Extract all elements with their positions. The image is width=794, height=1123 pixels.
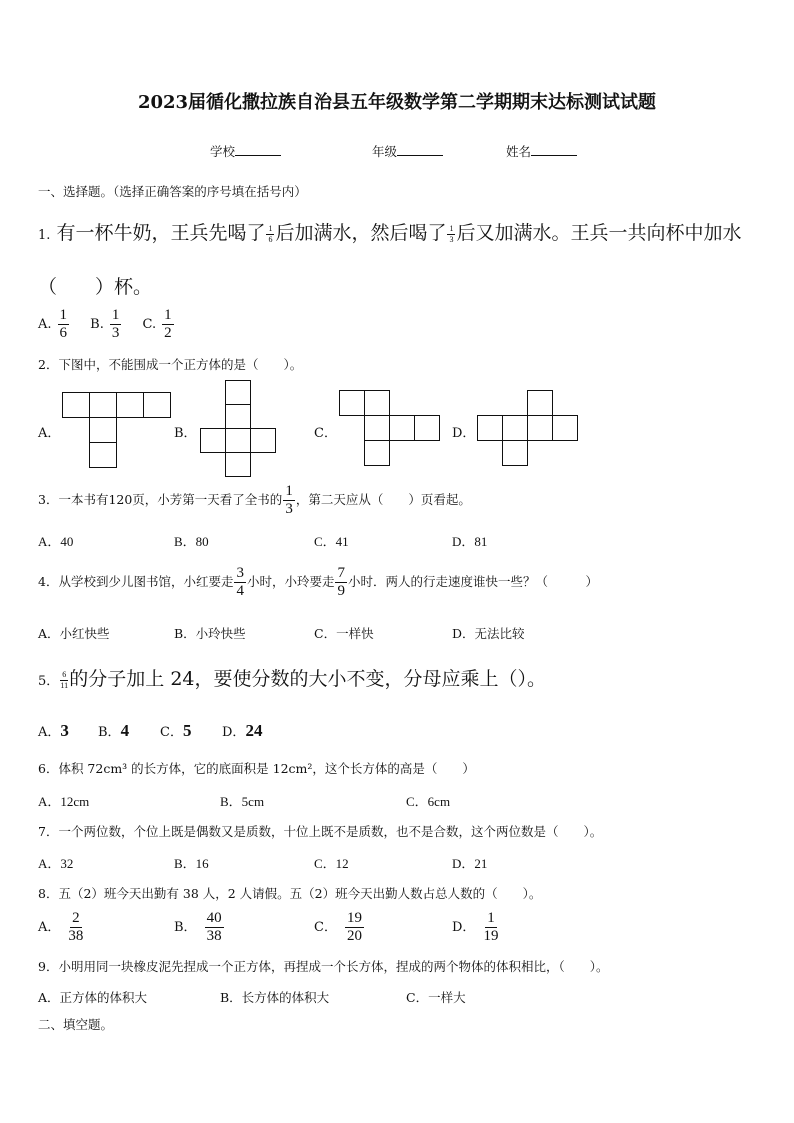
q5-text: 的分子加上 24，要使分数的大小不变，分母应乘上（）。	[69, 668, 546, 690]
q8-option-c[interactable]: C． $\frac{19}{20}$	[314, 910, 362, 944]
q7-option-d[interactable]: D．21	[452, 856, 488, 871]
name-blank[interactable]	[531, 143, 577, 156]
cube-net-a[interactable]	[62, 392, 172, 468]
q3-option-c[interactable]: C．41	[314, 534, 349, 549]
section-fill-heading: 二、填空题。	[38, 1017, 114, 1032]
q6-option-a[interactable]: A．12cm	[38, 794, 90, 809]
grade-blank[interactable]	[397, 143, 443, 156]
q4-text-2: 小时，小玲要走	[246, 574, 335, 589]
q4-option-a[interactable]: A．小红快些	[38, 626, 110, 641]
q5-option-d[interactable]: D．24	[222, 721, 263, 740]
q8-option-d[interactable]: D． $\frac{1}{19}$	[452, 910, 499, 944]
question-4	[38, 566, 598, 599]
q3-text-1: 3．一本书有120页，小芳第一天看了全书的	[38, 492, 283, 507]
question-6: 6．体积 72cm³ 的长方体，它的底面积是 12cm²，这个长方体的高是（ ）	[38, 761, 475, 776]
q7-option-a[interactable]: A．32	[38, 856, 74, 871]
q8-option-b[interactable]: B． $\frac{40}{38}$	[174, 910, 222, 944]
q4-text-3: 小时．两人的行走速度谁快一些？（ ）	[347, 574, 598, 589]
grade-label: 年级	[372, 144, 398, 159]
q1-text-2: 后加满水，然后喝了	[275, 222, 447, 244]
name-label: 姓名	[506, 144, 532, 159]
grade-field[interactable]	[372, 142, 443, 160]
q6-option-c[interactable]: C．6cm	[406, 794, 451, 809]
q8-option-a[interactable]: A． $\frac{2}{38}$	[38, 910, 84, 944]
q3-option-b[interactable]: B．80	[174, 534, 209, 549]
q2-option-d-label[interactable]: D．	[452, 426, 476, 441]
q1-option-c[interactable]: C. $\frac{1}{2}$	[142, 307, 172, 341]
q2-option-b-label[interactable]: B．	[174, 426, 197, 441]
q1-option-a[interactable]: A. $\frac{1}{6}$	[38, 307, 68, 341]
cube-net-d[interactable]	[477, 390, 579, 470]
q4-text-1: 4．从学校到少儿图书馆，小红要走	[38, 574, 234, 589]
q9-option-c[interactable]: C．一样大	[406, 990, 466, 1005]
q5-option-b[interactable]: B．4	[98, 721, 130, 740]
q4-fraction-1: $\frac{3}{4}$	[236, 565, 244, 599]
q1-fraction-2: $\frac{1}{3}$	[449, 223, 454, 244]
q1-number: 1.	[38, 228, 51, 243]
q1-text-3: 后又加满水。王兵一共向杯中加水	[456, 222, 742, 244]
q5-option-a[interactable]: A．3	[38, 721, 69, 740]
question-1	[38, 218, 742, 245]
q4-option-d[interactable]: D．无法比较	[452, 626, 525, 641]
q1-fraction-1: $\frac{1}{6}$	[268, 223, 273, 244]
q4-fraction-2: $\frac{7}{9}$	[337, 565, 345, 599]
cube-net-b[interactable]	[200, 380, 278, 478]
question-7: 7．一个两位数，个位上既是偶数又是质数，十位上既不是质数，也不是合数，这个两位数是（ ）。	[38, 824, 603, 839]
q2-option-c-label[interactable]: C．	[314, 426, 337, 441]
q1-line-2: （ ）杯。	[38, 276, 153, 298]
q7-option-c[interactable]: C．12	[314, 856, 349, 871]
q4-option-c[interactable]: C．一样快	[314, 626, 374, 641]
q3-option-d[interactable]: D．81	[452, 534, 488, 549]
name-field[interactable]	[506, 142, 577, 160]
q4-option-b[interactable]: B．小玲快些	[174, 626, 246, 641]
question-3	[38, 484, 471, 517]
question-5	[38, 664, 546, 691]
q2-option-a-label[interactable]: A．	[38, 426, 61, 441]
page-title: 2023届循化撒拉族自治县五年级数学第二学期期末达标测试试题	[137, 92, 657, 113]
question-8: 8．五（2）班今天出勤有 38 人，2 人请假。五（2）班今天出勤人数占总人数的（ ）。	[38, 886, 542, 901]
q6-option-b[interactable]: B．5cm	[220, 794, 265, 809]
q1-option-b[interactable]: B. $\frac{1}{3}$	[90, 307, 120, 341]
q1-text-1: 有一杯牛奶，王兵先喝了	[56, 222, 266, 244]
question-2: 2．下图中，不能围成一个正方体的是（ ）。	[38, 357, 303, 372]
q1-options	[38, 308, 175, 341]
school-label: 学校	[210, 144, 236, 159]
q3-option-a[interactable]: A．40	[38, 534, 74, 549]
section-choice-heading: 一、选择题。（选择正确答案的序号填在括号内）	[38, 184, 307, 199]
cube-net-c[interactable]	[339, 390, 441, 470]
q5-fraction: $\frac{6}{11}$	[60, 669, 69, 690]
school-field[interactable]	[210, 142, 281, 160]
q3-fraction: $\frac{1}{3}$	[285, 483, 293, 517]
q9-option-b[interactable]: B．长方体的体积大	[220, 990, 330, 1005]
q5-option-c[interactable]: C．5	[160, 721, 192, 740]
q3-text-2: ，第二天应从（ ）页看起。	[295, 492, 471, 507]
q5-number: 5．	[38, 674, 60, 689]
q7-option-b[interactable]: B．16	[174, 856, 209, 871]
question-9: 9．小明用同一块橡皮泥先捏成一个正方体，再捏成一个长方体，捏成的两个物体的体积相比，（ ）。	[38, 959, 609, 974]
school-blank[interactable]	[235, 143, 281, 156]
q9-option-a[interactable]: A．正方体的体积大	[38, 990, 148, 1005]
